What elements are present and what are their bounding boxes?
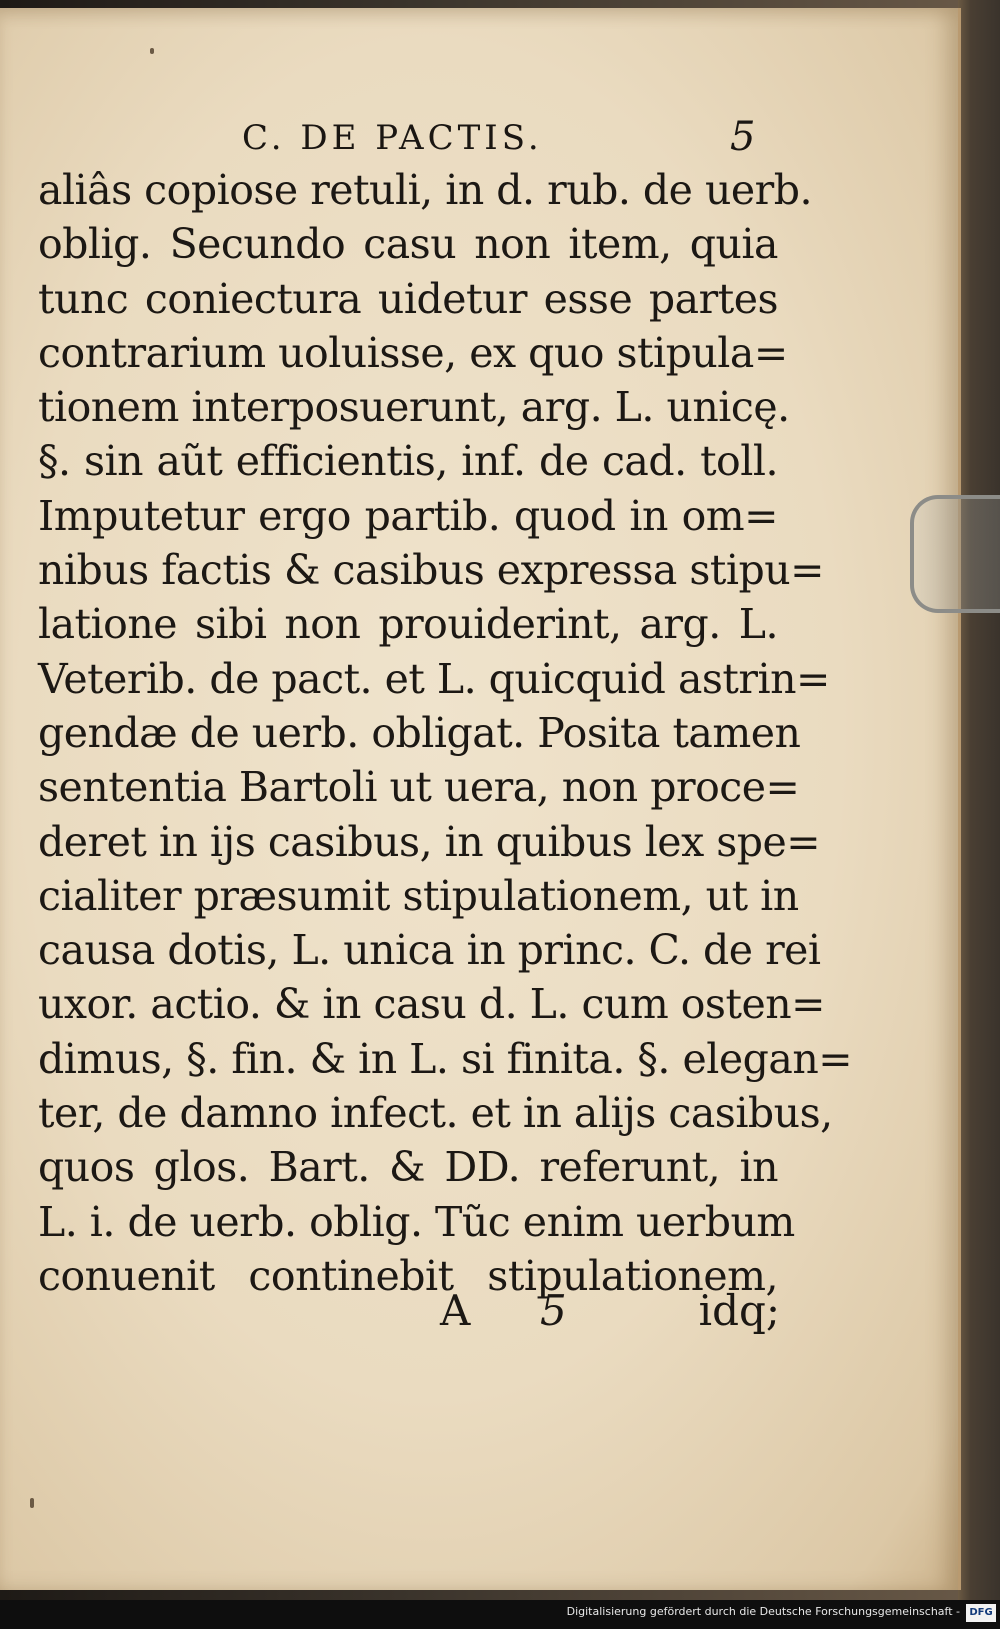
text-line: gendæ de uerb. obligat. Posita tamen bbox=[38, 708, 801, 757]
page-clip bbox=[910, 495, 1000, 613]
text-line: quos glos. Bart. & DD. referunt, in bbox=[38, 1143, 778, 1192]
text-line: causa dotis, L. unica in princ. C. de rei bbox=[38, 926, 821, 975]
book-page bbox=[0, 8, 961, 1590]
text-line: nibus factis & casibus expressa stipu= bbox=[38, 546, 824, 595]
signature-mark: A bbox=[440, 1286, 471, 1335]
text-line: sententia Bartoli ut uera, non proce= bbox=[38, 763, 800, 812]
signature-line bbox=[440, 1286, 780, 1340]
text-line: deret in ijs casibus, in quibus lex spe= bbox=[38, 817, 821, 866]
text-line: L. i. de uerb. oblig. Tũc enim uerbum bbox=[38, 1197, 795, 1246]
running-title: C. DE PACTIS. bbox=[242, 118, 543, 158]
folio-number: 5 bbox=[730, 114, 756, 160]
text-line: ter, de damno infect. et in alijs casibus, bbox=[38, 1089, 833, 1138]
text-line: aliâs copiose retuli, in d. rub. de uerb. bbox=[38, 166, 813, 214]
signature-number: 5 bbox=[540, 1286, 567, 1335]
funding-credit: Digitalisierung gefördert durch die Deutsche Forschungsgemeinschaft - bbox=[566, 1605, 960, 1618]
text-line: oblig. Secundo casu non item, quia bbox=[38, 220, 778, 269]
text-line: dimus, §. fin. & in L. si finita. §. elegan= bbox=[38, 1034, 853, 1083]
text-line: contrarium uoluisse, ex quo stipula= bbox=[38, 328, 788, 377]
catchword: idq; bbox=[698, 1286, 780, 1335]
text-line: uxor. actio. & in casu d. L. cum osten= bbox=[38, 980, 825, 1029]
text-line: cialiter præsumit stipulationem, ut in bbox=[38, 871, 799, 920]
paper-speck bbox=[30, 1498, 34, 1508]
text-line: tunc coniectura uidetur esse partes bbox=[38, 274, 778, 323]
book-edge bbox=[958, 0, 1000, 1600]
text-line: Imputetur ergo partib. quod in om= bbox=[38, 491, 778, 540]
text-block bbox=[38, 163, 853, 1303]
paper-speck bbox=[150, 48, 154, 54]
text-line: §. sin aũt efficientis, inf. de cad. toll. bbox=[38, 437, 778, 486]
text-line: latione sibi non prouiderint, arg. L. bbox=[38, 600, 778, 649]
text-line: conuenit continebit stipulationem, bbox=[38, 1251, 778, 1300]
footer-bar bbox=[0, 1600, 1000, 1629]
text-line: Veterib. de pact. et L. quicquid astrin= bbox=[38, 654, 830, 703]
text-line: tionem interposuerunt, arg. L. unicę. bbox=[38, 383, 790, 432]
dfg-logo: DFG bbox=[966, 1604, 996, 1622]
